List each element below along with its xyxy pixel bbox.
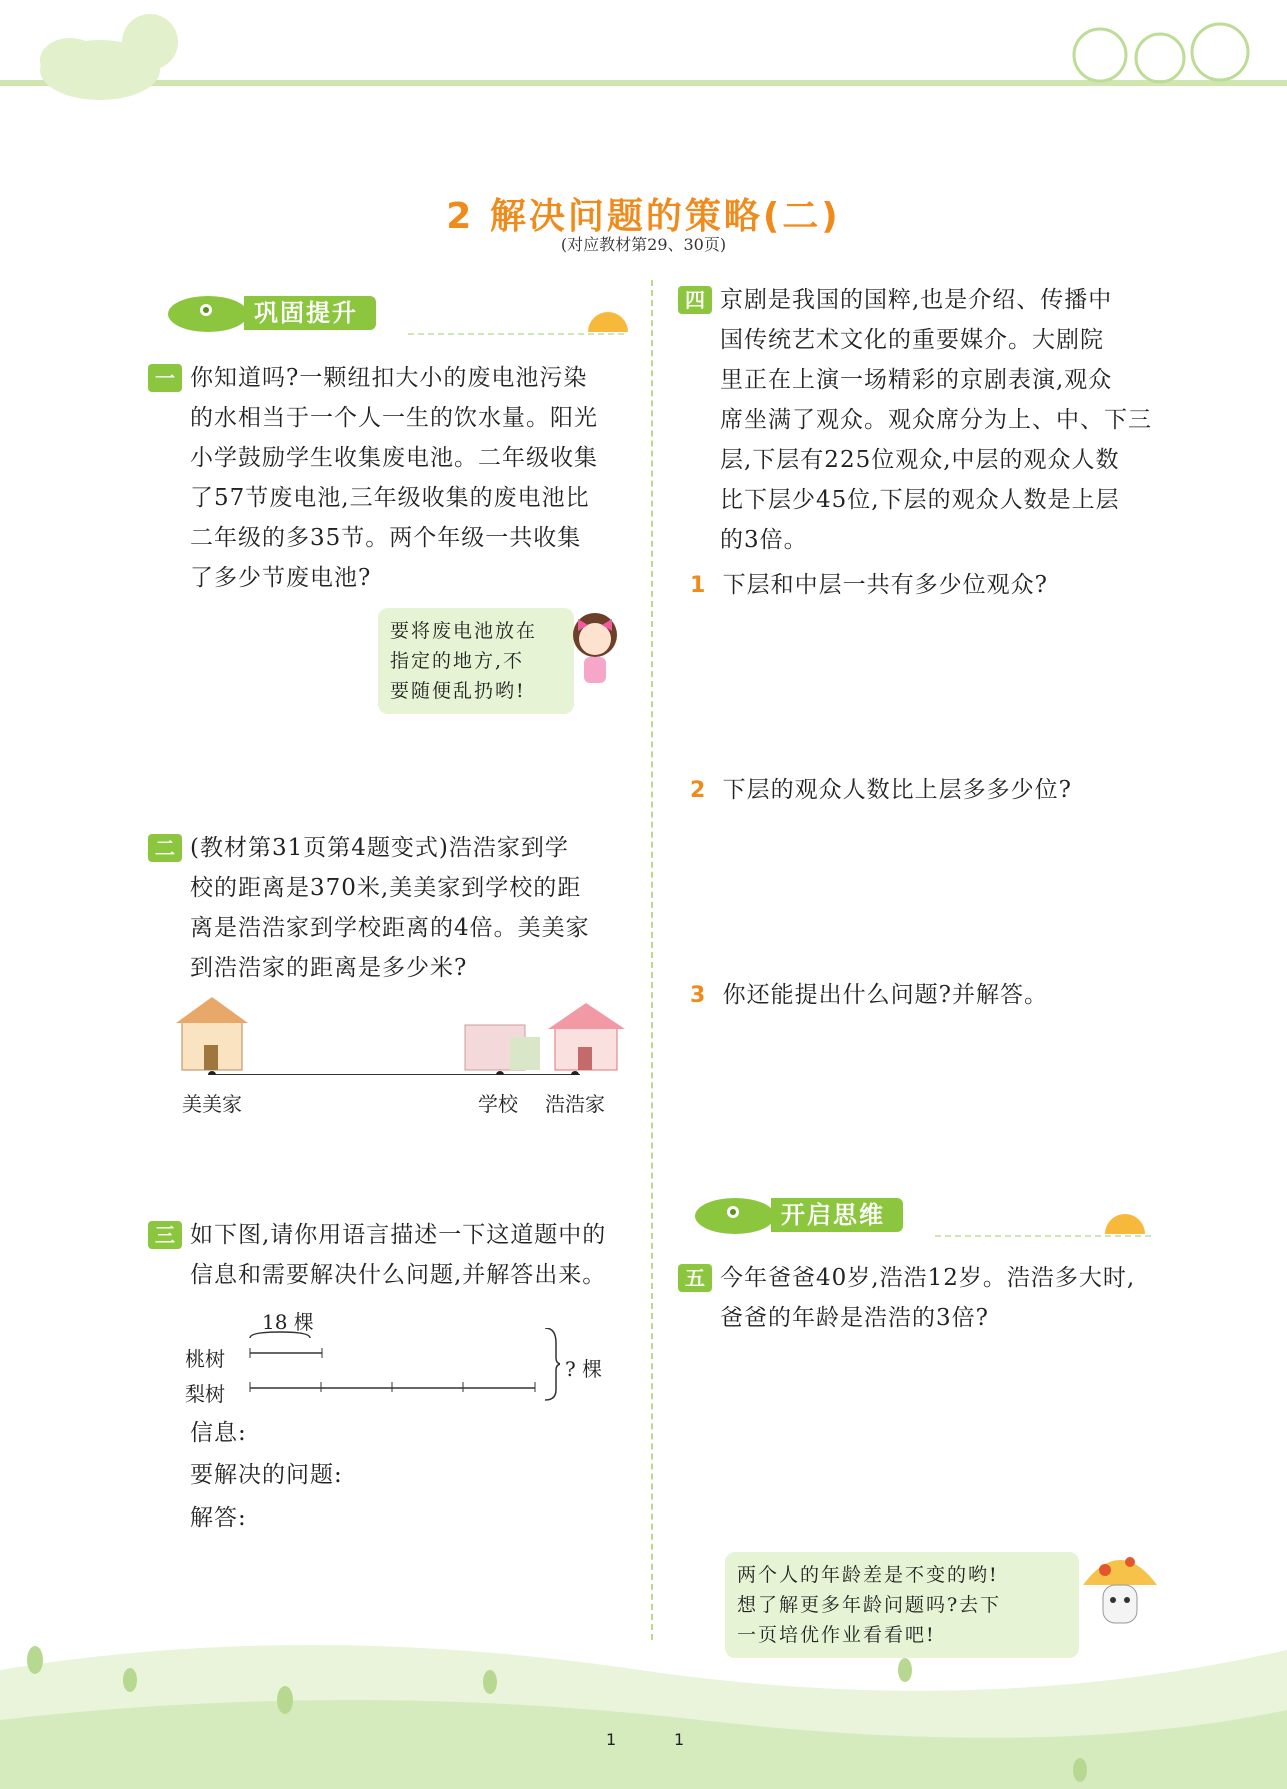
- question-line: 二年级的多35节。两个年级一共收集: [190, 525, 582, 551]
- label-school: 学校: [478, 1092, 518, 1116]
- section-banner-consolidate: [148, 290, 638, 338]
- page-number-right: 1: [674, 1730, 685, 1749]
- label-meimei-home: 美美家: [182, 1092, 242, 1116]
- question-line: 了57节废电池,三年级收集的废电池比: [190, 485, 590, 511]
- page-title: 2 解决问题的策略(二): [446, 196, 841, 237]
- question-3: [148, 1215, 638, 1295]
- question-badge: 二: [148, 834, 182, 862]
- question-line: 国传统艺术文化的重要媒介。大剧院: [720, 327, 1104, 353]
- label-haohao-home: 浩浩家: [545, 1092, 605, 1116]
- question-2: [148, 828, 638, 988]
- question-line: 层,下层有225位观众,中层的观众人数: [720, 447, 1120, 473]
- section-banner-thinking: [675, 1192, 1165, 1240]
- question-line: 今年爸爸40岁,浩浩12岁。浩浩多大时,: [720, 1265, 1136, 1291]
- question-line: 的水相当于一个人一生的饮水量。阳光: [190, 405, 598, 431]
- question-line: 里正在上演一场精彩的京剧表演,观众: [720, 367, 1113, 393]
- meimei-house-icon: [176, 997, 248, 1070]
- answer-info-label: 信息:: [190, 1420, 247, 1446]
- question-line: 小学鼓励学生收集废电池。二年级收集: [190, 445, 598, 471]
- question-badge: 五: [678, 1264, 712, 1292]
- question-line: 到浩浩家的距离是多少米?: [190, 955, 468, 981]
- page-number-left: 1: [606, 1730, 617, 1749]
- question-line: 的3倍。: [720, 527, 808, 553]
- question-line: 京剧是我国的国粹,也是介绍、传播中: [720, 287, 1113, 313]
- question-badge: 一: [148, 364, 182, 392]
- sub-question-2: 2 下层的观众人数比上层多多少位?: [690, 777, 1072, 803]
- peach-count-label: 18 棵: [262, 1310, 314, 1334]
- footer-landscape: [0, 1610, 1287, 1789]
- distance-diagram: [170, 995, 640, 1075]
- question-badge: 四: [678, 286, 712, 314]
- question-line: 信息和需要解决什么问题,并解答出来。: [190, 1262, 607, 1288]
- school-building-icon: [465, 1025, 540, 1070]
- tip-bubble: 两个人的年龄差是不变的哟! 想了解更多年龄问题吗?去下 一页培优作业看看吧!: [725, 1552, 1079, 1658]
- answer-solution-label: 解答:: [190, 1505, 247, 1531]
- sun-cloud-icon: [40, 14, 178, 100]
- tree-line-diagram: [240, 1328, 560, 1403]
- question-line: 比下层少45位,下层的观众人数是上层: [720, 487, 1120, 513]
- question-line: (教材第31页第4题变式)浩浩家到学: [190, 835, 569, 861]
- question-line: 校的距离是370米,美美家到学校的距: [190, 875, 582, 901]
- question-line: 席坐满了观众。观众席分为上、中、下三: [720, 407, 1152, 433]
- page-subtitle: (对应教材第29、30页): [560, 235, 727, 254]
- column-divider: [651, 280, 653, 1640]
- section-label: 开启思维: [771, 1198, 903, 1232]
- question-line: 爸爸的年龄是浩浩的3倍?: [720, 1305, 989, 1331]
- header-decoration: [0, 0, 1287, 110]
- question-line: 了多少节废电池?: [190, 565, 372, 591]
- total-label: ? 棵: [565, 1357, 603, 1381]
- sub-question-3: 3 你还能提出什么问题?并解答。: [690, 982, 1048, 1008]
- answer-problem-label: 要解决的问题:: [190, 1462, 343, 1488]
- question-line: 离是浩浩家到学校距离的4倍。美美家: [190, 915, 590, 941]
- whale-banner-icon: [148, 290, 638, 338]
- girl-character-icon: [560, 605, 630, 700]
- tip-bubble: 要将废电池放在 指定的地方,不 要随便乱扔哟!: [378, 608, 574, 714]
- section-label: 巩固提升: [244, 296, 376, 330]
- question-badge: 三: [148, 1221, 182, 1249]
- question-5: [678, 1258, 1178, 1338]
- pear-row-label: 梨树: [185, 1382, 225, 1406]
- question-line: 如下图,请你用语言描述一下这道题中的: [190, 1222, 607, 1248]
- question-line: 你知道吗?一颗纽扣大小的废电池污染: [190, 365, 588, 391]
- question-4: [678, 280, 1168, 560]
- haohao-house-icon: [548, 1003, 625, 1070]
- whale-banner-icon: [675, 1192, 1165, 1240]
- animal-friends-icon: [1074, 24, 1248, 82]
- peach-row-label: 桃树: [185, 1347, 225, 1371]
- sub-question-1: 1 下层和中层一共有多少位观众?: [690, 572, 1048, 598]
- question-1: [148, 358, 638, 598]
